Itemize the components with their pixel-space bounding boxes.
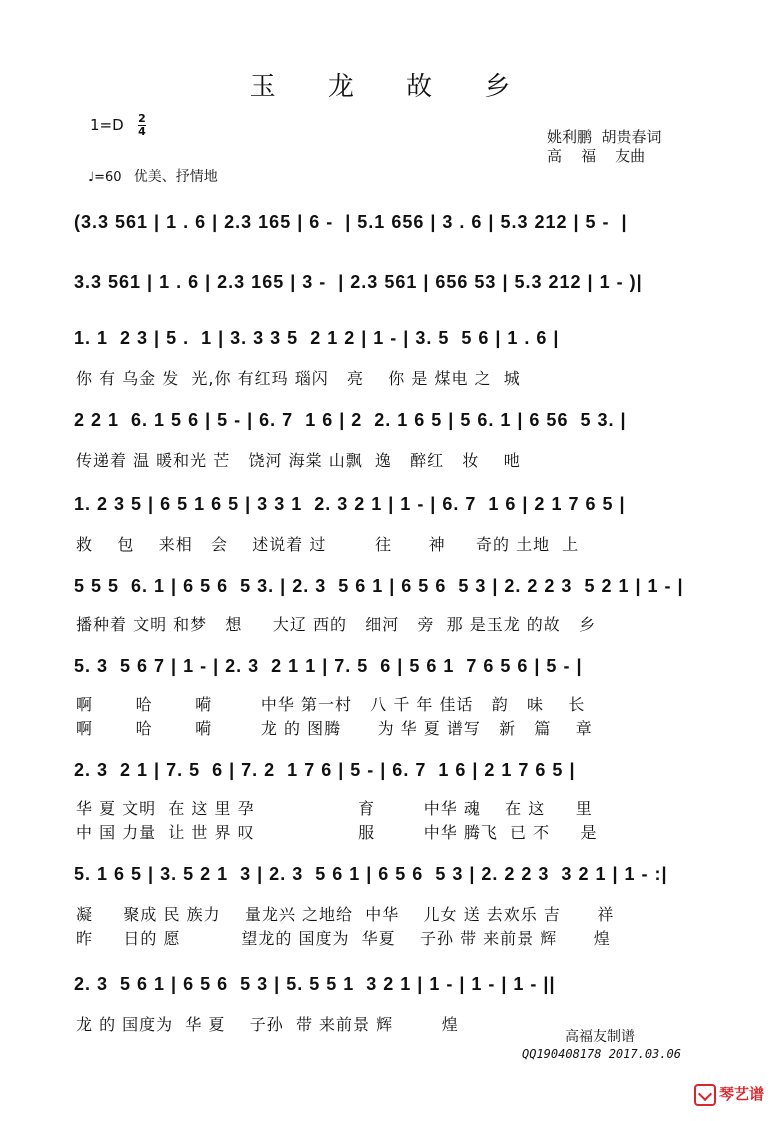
lyric-row-9b: 昨 日的 愿 望龙的 国度为 华夏 子孙 带 来前景 辉 煌 <box>76 929 611 948</box>
lyric-row-4: 传递着 温 暖和光 芒 饶河 海棠 山飘 逸 醉红 妆 吔 <box>76 451 521 470</box>
notes-row-9: 5. 1 6 5 | 3. 5 2 1 3 | 2. 3 5 6 1 | 6 5 6 5 3 | 2. 2 2 3 3 2 1 | 1 - :| <box>74 864 668 884</box>
notes-row-4: 2 2 1 6. 1 5 6 | 5 - | 6. 7 1 6 | 2 2. 1 6 5 | 5 6. 1 | 6 56 5 3. | <box>74 410 627 430</box>
notes-row-1: (3.3 561 | 1 . 6 | 2.3 165 | 6 - | 5.1 656 | 3 . 6 | 5.3 212 | 5 - | <box>74 212 628 232</box>
notes-row-6: 5 5 5 6. 1 | 6 5 6 5 3. | 2. 3 5 6 1 | 6 5 6 5 3 | 2. 2 2 3 5 2 1 | 1 - | <box>74 576 684 596</box>
composer-credit: 高 福 友曲 <box>547 147 646 165</box>
lyric-row-8b: 中 国 力量 让 世 界 叹 服 中华 腾飞 已 不 是 <box>76 823 598 842</box>
lyric-row-7a: 啊 哈 嗬 中华 第一村 八 千 年 佳话 韵 味 长 <box>76 695 586 714</box>
notes-row-8: 2. 3 2 1 | 7. 5 6 | 7. 2 1 7 6 | 5 - | 6. 7 1 6 | 2 1 7 6 5 | <box>74 760 576 780</box>
score-row-6 <box>74 572 714 602</box>
score-row-9 <box>74 860 714 890</box>
qinyipu-logo-icon <box>694 1084 716 1106</box>
notes-row-3: 1. 1 2 3 | 5 . 1 | 3. 3 3 5 2 1 2 | 1 - | 3. 5 5 6 | 1 . 6 | <box>74 328 560 348</box>
lyric-row-8a: 华 夏 文明 在 这 里 孕 育 中华 魂 在 这 里 <box>76 799 593 818</box>
score-row-4 <box>74 406 714 436</box>
time-signature <box>138 113 146 138</box>
lyric-row-6: 播种着 文明 和梦 想 大辽 西的 细河 旁 那 是玉龙 的故 乡 <box>76 615 597 634</box>
lyric-row-5: 救 包 来相 会 述说着 过 往 神 奇的 土地 上 <box>76 535 580 554</box>
time-top: 2 <box>138 112 146 125</box>
arranger-credit: 高福友制谱 <box>565 1029 635 1045</box>
score-row-7 <box>74 652 714 682</box>
lyric-row-9a: 凝 聚成 民 族力 量龙兴 之地给 中华 儿女 送 去欢乐 吉 祥 <box>76 905 615 924</box>
site-logo <box>694 1083 764 1106</box>
score-row-5 <box>74 490 714 520</box>
score-row-3 <box>74 324 714 354</box>
notes-row-7: 5. 3 5 6 7 | 1 - | 2. 3 2 1 1 | 7. 5 6 | 5 6 1 7 6 5 6 | 5 - | <box>74 656 583 676</box>
key-signature: 1=D <box>90 116 124 134</box>
lyric-row-7b: 啊 哈 嗬 龙 的 图腾 为 华 夏 谱写 新 篇 章 <box>76 719 593 738</box>
page-title: 玉 龙 故 乡 <box>249 72 533 102</box>
tempo-value: ♩=60 <box>88 170 122 185</box>
lyric-row-3: 你 有 乌金 发 光,你 有红玛 瑙闪 亮 你 是 煤电 之 城 <box>76 369 521 388</box>
lyric-row-10: 龙 的 国度为 华 夏 子孙 带 来前景 辉 煌 <box>76 1015 459 1034</box>
notes-row-5: 1. 2 3 5 | 6 5 1 6 5 | 3 3 1 2. 3 2 1 | 1 - | 6. 7 1 6 | 2 1 7 6 5 | <box>74 494 626 514</box>
score-row-8 <box>74 756 714 786</box>
score-row-1 <box>74 208 714 238</box>
logo-text: 琴艺谱 <box>719 1085 765 1103</box>
notes-row-10: 2. 3 5 6 1 | 6 5 6 5 3 | 5. 5 5 1 3 2 1 | 1 - | 1 - | 1 - || <box>74 974 556 994</box>
lyricist-credit: 姚利鹏 胡贵春词 <box>547 128 662 146</box>
mood-marking: 优美、抒情地 <box>133 169 218 185</box>
credits <box>547 128 662 166</box>
contact-info: QQ190408178 2017.03.06 <box>522 1047 681 1061</box>
score-row-10 <box>74 970 714 1000</box>
tempo-marking <box>88 166 218 186</box>
score-row-2 <box>74 268 714 298</box>
notes-row-2: 3.3 561 | 1 . 6 | 2.3 165 | 3 - | 2.3 561 | 656 53 | 5.3 212 | 1 - )| <box>74 272 643 292</box>
time-bottom: 4 <box>138 125 146 138</box>
